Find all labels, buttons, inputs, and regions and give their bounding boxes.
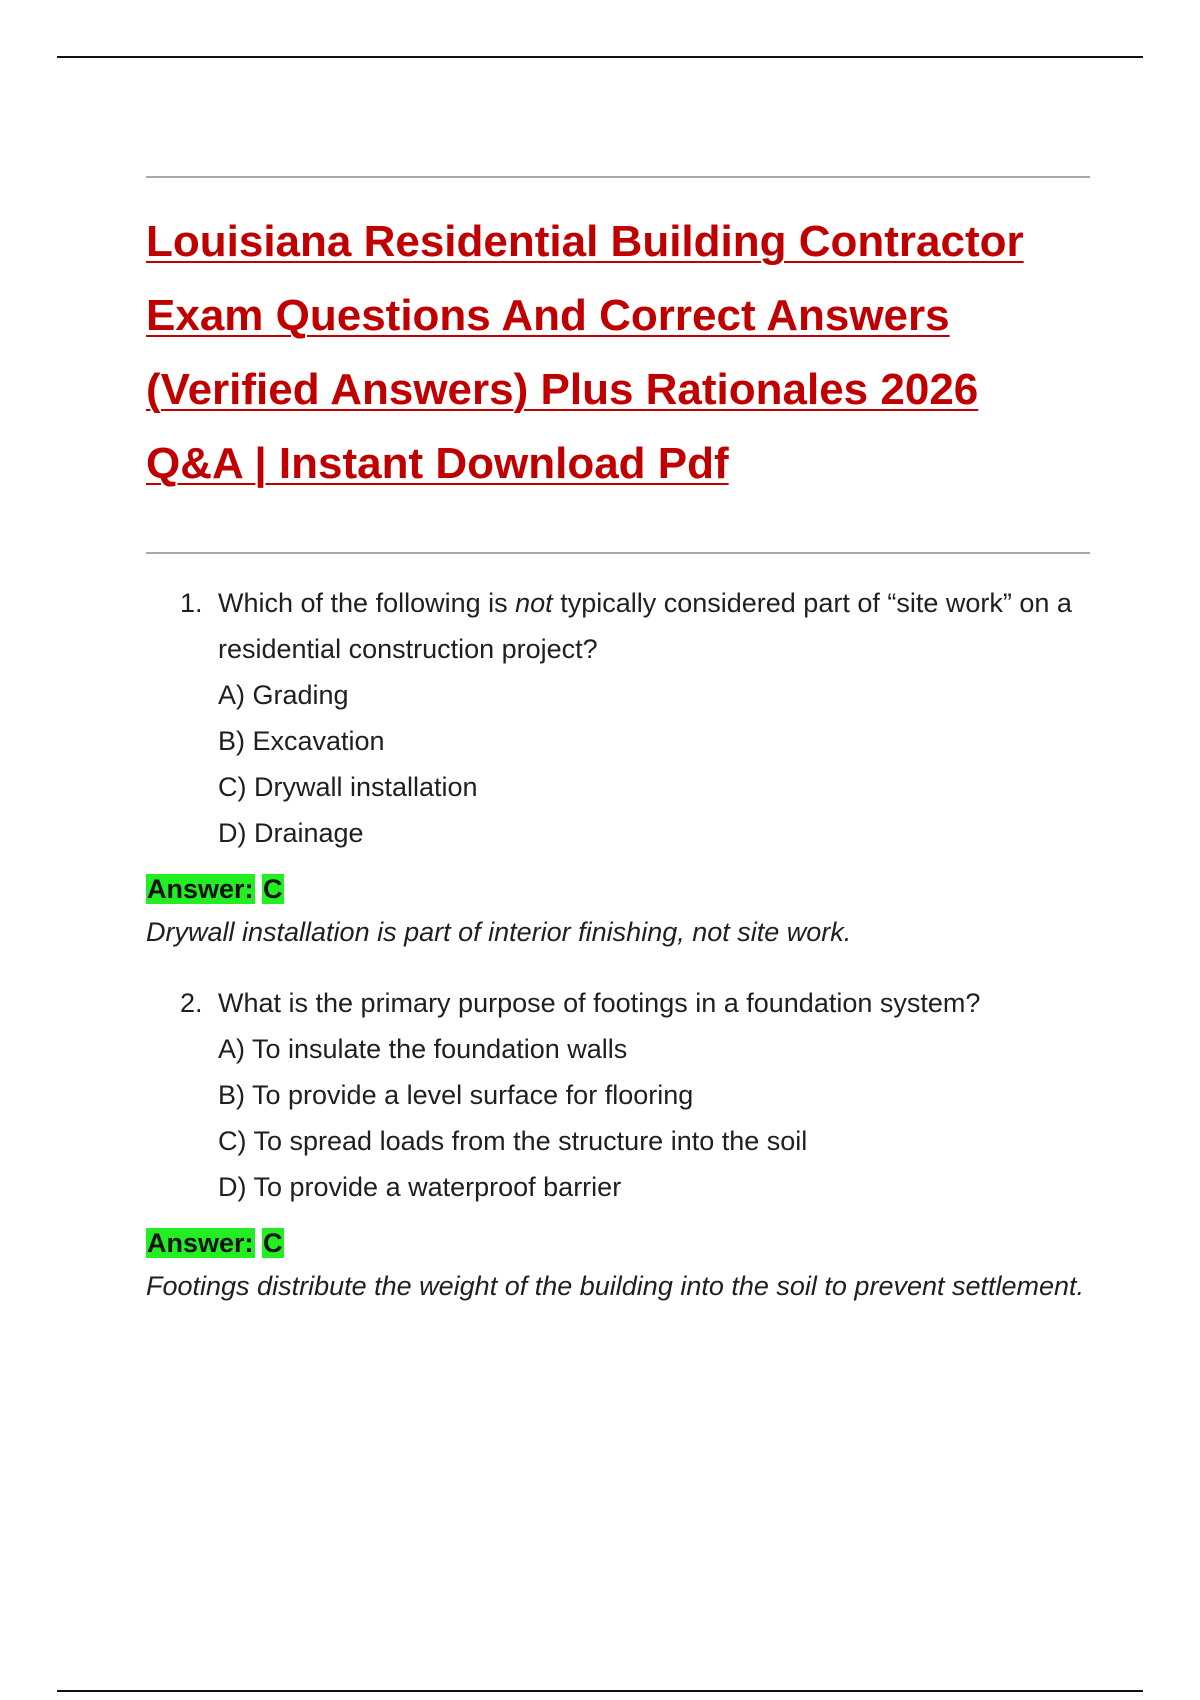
answer-option: A) To insulate the foundation walls xyxy=(218,1034,628,1064)
answer-option: D) To provide a waterproof barrier xyxy=(218,1172,622,1202)
title-line-4: Q&A | Instant Download Pdf xyxy=(146,439,729,488)
question-1 xyxy=(146,580,1090,955)
answer-option: C) Drywall installation xyxy=(218,772,478,802)
answer-rationale: Drywall installation is part of interior finishing, not site work. xyxy=(146,917,852,947)
page-header-rule xyxy=(57,56,1143,58)
answer-option: B) Excavation xyxy=(218,726,385,756)
title-line-1: Louisiana Residential Building Contractor xyxy=(146,217,1024,266)
answer-rationale: Footings distribute the weight of the building into the soil to prevent settlement. xyxy=(146,1271,1085,1301)
title-top-divider xyxy=(146,176,1090,178)
question-emphasis: not xyxy=(515,588,553,618)
question-number: 2. xyxy=(180,988,203,1018)
answer-value: C xyxy=(263,1228,283,1258)
answer-value: C xyxy=(263,874,283,904)
answer-line xyxy=(146,1222,1090,1264)
answer-option: D) Drainage xyxy=(218,818,364,848)
answer-option: C) To spread loads from the structure into the soil xyxy=(218,1126,808,1156)
answer-label: Answer: xyxy=(147,874,254,904)
answer-label: Answer: xyxy=(147,1228,254,1258)
question-stem xyxy=(146,980,1090,1026)
question-text: Which of the following is xyxy=(218,588,516,618)
page-footer-rule xyxy=(57,1690,1143,1692)
answer-line xyxy=(146,868,1090,910)
question-2 xyxy=(146,980,1090,1309)
question-text-cont: typically considered part of “site work” on a residential construction project? xyxy=(218,588,1072,664)
answer-option: A) Grading xyxy=(218,680,349,710)
question-text: What is the primary purpose of footings in a foundation system? xyxy=(218,988,981,1018)
question-stem xyxy=(146,580,1090,672)
document-title xyxy=(146,205,1090,501)
title-line-2: Exam Questions And Correct Answers xyxy=(146,291,950,340)
answer-option: B) To provide a level surface for flooring xyxy=(218,1080,694,1110)
question-number: 1. xyxy=(180,588,203,618)
title-bottom-divider xyxy=(146,552,1090,554)
title-line-3: (Verified Answers) Plus Rationales 2026 xyxy=(146,365,979,414)
